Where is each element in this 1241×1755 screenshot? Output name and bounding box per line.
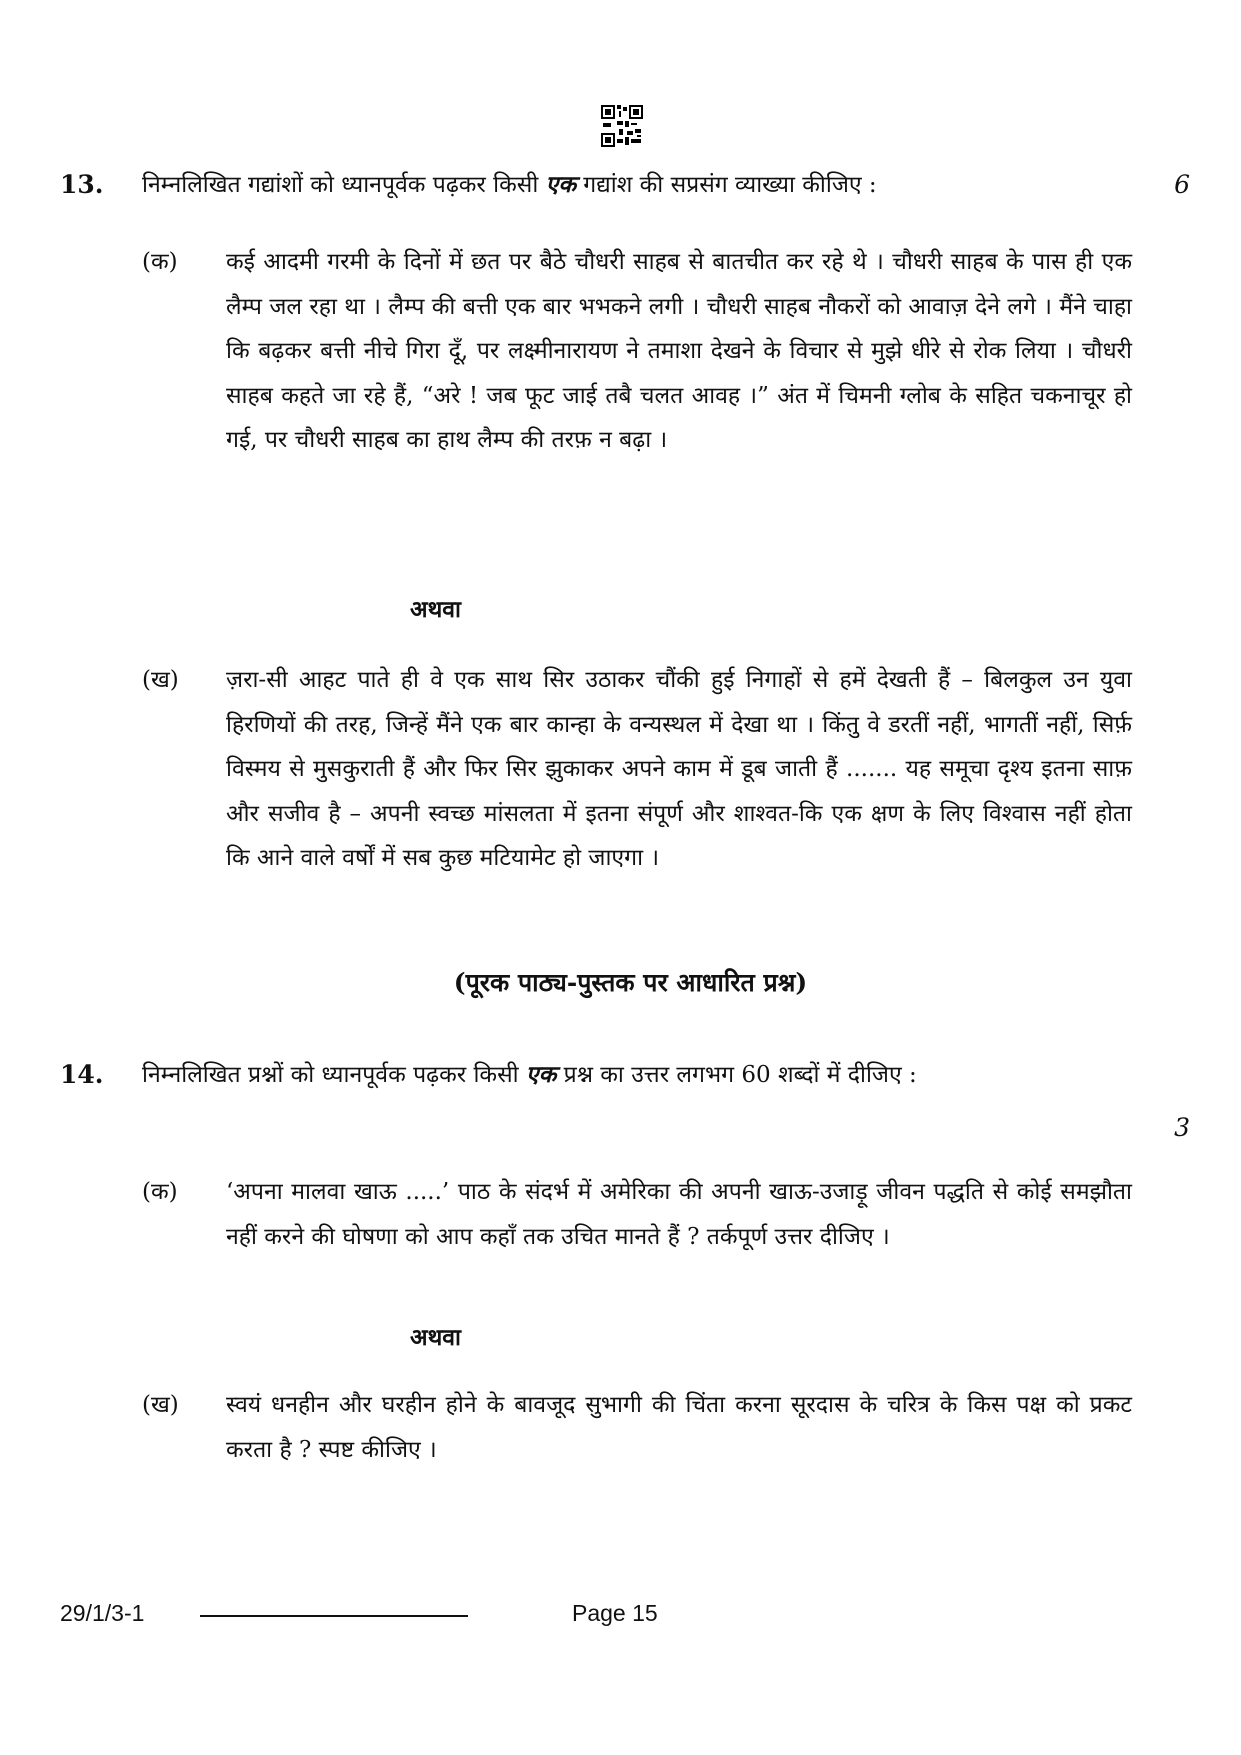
question-14-option-a-text: ‘अपना मालवा खाऊ .....’ पाठ के संदर्भ में अमेरिका की अपनी खाऊ-उजाड़ू जीवन पद्धति से कोई समझौता नहीं करने की घोषणा को आप कहाँ तक उचित मानते हैं ? तर्कपूर्ण उत्तर दीजिए । — [226, 1179, 1132, 1250]
question-14-stem-emphasis: एक — [525, 1061, 557, 1088]
question-13-option-b-text: ज़रा-सी आहट पाते ही वे एक साथ सिर उठाकर चौंकी हुई निगाहों से हमें देखती हैं – बिलकुल उन युवा हिरणियों की तरह, जिन्हें मैंने एक बार कान्हा के वन्यस्थल में देखा था । किंतु वे डरतीं नहीं, भागतीं नहीं, सिर्फ़ विस्मय से मुसकुराती हैं और फिर सिर झुकाकर अपने काम में डूब जाती हैं ....... यह समूचा दृश्य इतना साफ़ और सजीव है – अपनी स्वच्छ मांसलता में इतना संपूर्ण और शाश्वत-कि एक क्षण के लिए विश्वास नहीं होता कि आने वाले वर्षों में सब कुछ मटियामेट हो जाएगा । — [226, 667, 1132, 871]
question-14-option-b-text: स्वयं धनहीन और घरहीन होने के बावजूद सुभागी की चिंता करना सूरदास के चरित्र के किस पक्ष को प्रकट करता है ? स्पष्ट कीजिए । — [226, 1392, 1132, 1463]
question-14-number: 14. — [60, 1060, 104, 1089]
page-number: Page 15 — [572, 1600, 658, 1626]
question-14-option-b-label: (ख) — [142, 1392, 179, 1418]
question-13-option-a-text: कई आदमी गरमी के दिनों में छत पर बैठे चौधरी साहब से बातचीत कर रहे थे । चौधरी साहब के पास ही एक लैम्प जल रहा था । लैम्प की बत्ती एक बार भभकने लगी । चौधरी साहब नौकरों को आवाज़ देने लगे । मैंने चाहा कि बढ़कर बत्ती नीचे गिरा दूँ, पर लक्ष्मीनारायण ने तमाशा देखने के विचार से मुझे धीरे से रोक लिया । चौधरी साहब कहते जा रहे हैं, “अरे ! जब फूट जाई तबै चलत आवह ।” अंत में चिमनी ग्लोब के सहित चकनाचूर हो गई, पर चौधरी साहब का हाथ लैम्प की तरफ़ न बढ़ा । — [226, 249, 1132, 453]
qr-code-icon — [601, 105, 643, 147]
question-13-option-a-label: (क) — [142, 249, 178, 275]
question-14-stem-before: निम्नलिखित प्रश्नों को ध्यानपूर्वक पढ़कर किसी — [142, 1062, 519, 1088]
question-14-or-label: अथवा — [410, 1324, 462, 1351]
footer-divider — [200, 1615, 468, 1617]
question-13-stem-emphasis: एक — [545, 171, 576, 198]
question-13-number: 13. — [60, 170, 104, 199]
question-13-stem-before: निम्नलिखित गद्यांशों को ध्यानपूर्वक पढ़कर किसी — [142, 172, 539, 198]
question-14-stem-after: प्रश्न का उत्तर लगभग 60 शब्दों में दीजिए : — [563, 1062, 917, 1088]
paper-code: 29/1/3-1 — [60, 1600, 145, 1626]
section-heading: (पूरक पाठ्य-पुस्तक पर आधारित प्रश्न) — [453, 968, 808, 997]
question-14-option-a-label: (क) — [142, 1179, 178, 1205]
question-13-or-label: अथवा — [410, 596, 462, 623]
question-14-marks: 3 — [1174, 1113, 1190, 1142]
question-14-stem — [142, 1053, 1122, 1097]
question-13-stem-after: गद्यांश की सप्रसंग व्याख्या कीजिए : — [583, 172, 877, 198]
question-13-marks: 6 — [1174, 170, 1190, 199]
question-13-stem — [142, 163, 1132, 207]
question-13-option-b-label: (ख) — [142, 667, 179, 693]
